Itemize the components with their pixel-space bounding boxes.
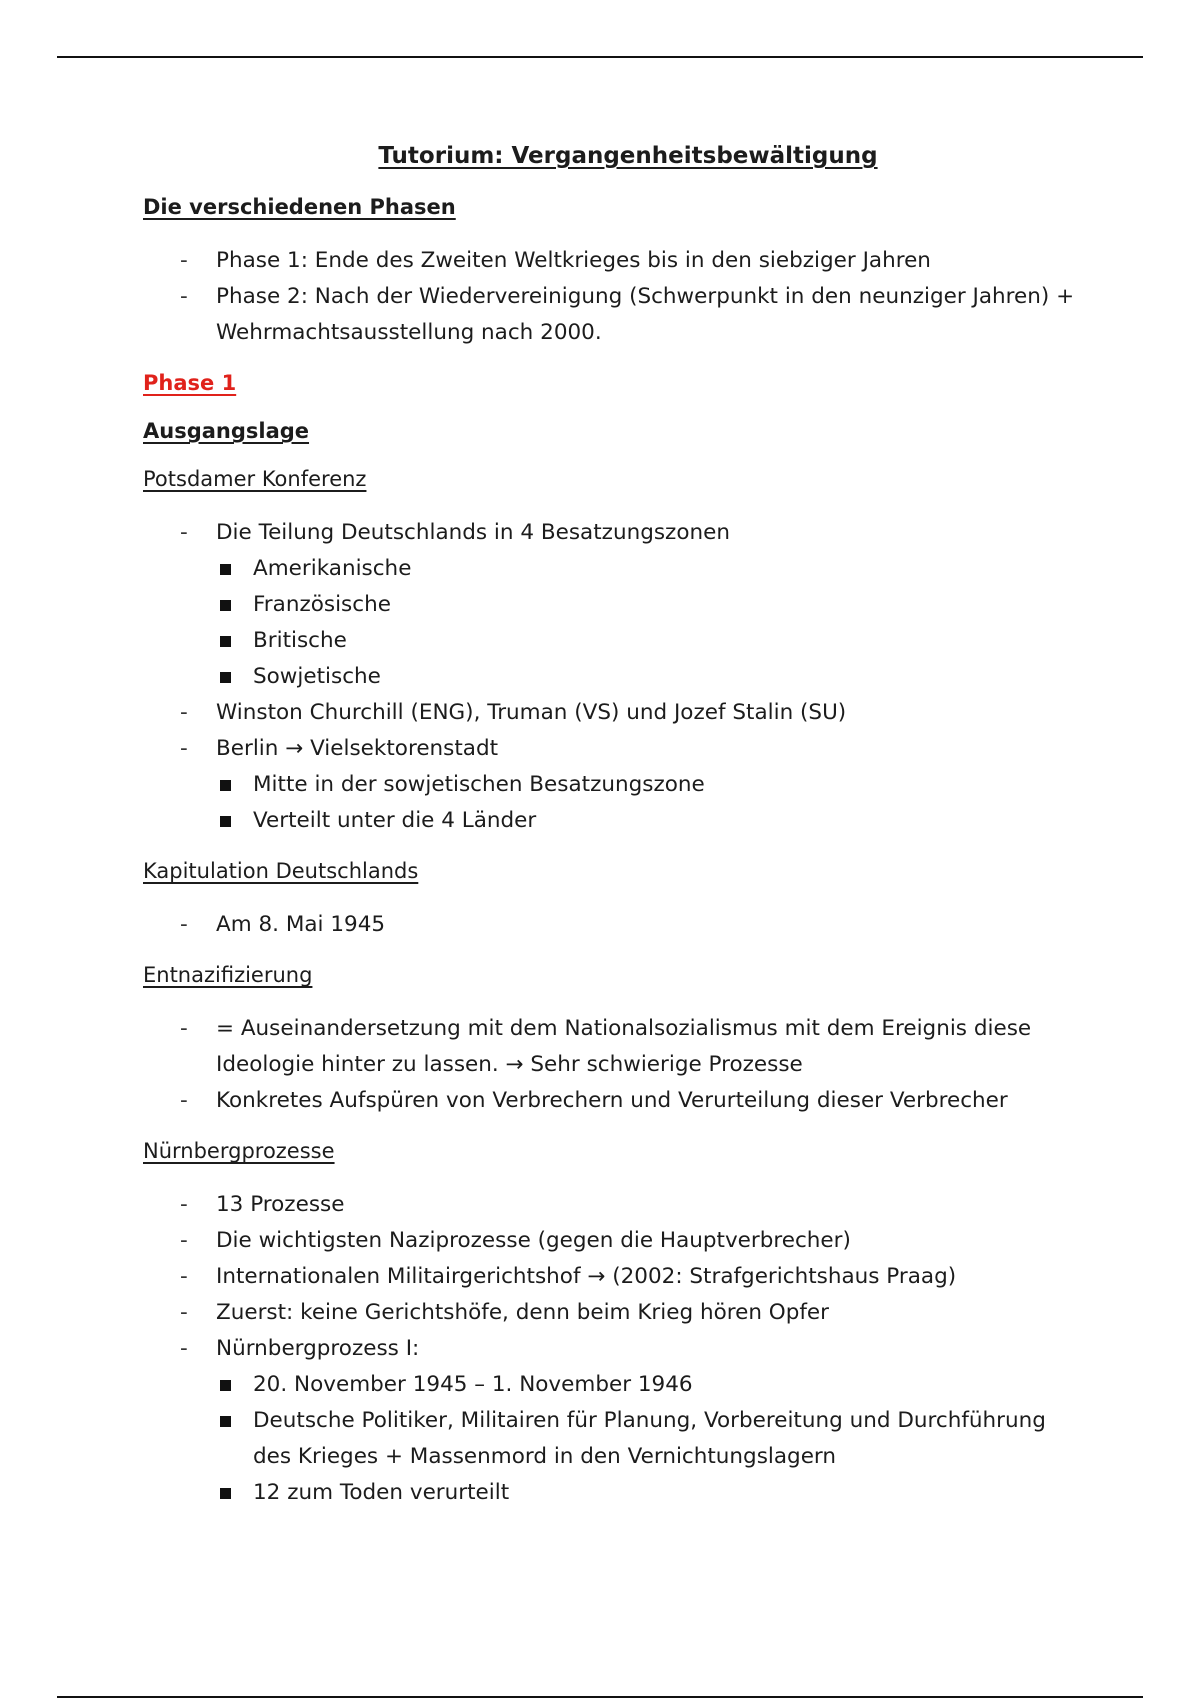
list-item: Britische bbox=[143, 623, 1083, 659]
list-item: 12 zum Toden verurteilt bbox=[143, 1475, 1083, 1511]
document-body bbox=[143, 143, 1083, 1531]
list-item: - Konkretes Aufspüren von Verbrechern und Verurteilung dieser Verbrecher bbox=[143, 1083, 1083, 1119]
list-item: Sowjetische bbox=[143, 659, 1083, 695]
list-item: - Phase 2: Nach der Wiedervereinigung (Schwerpunkt in den neunziger Jahren) + Wehrmachtsausstellung nach 2000. bbox=[143, 279, 1083, 351]
list-item: - Internationalen Militairgerichtshof → (2002: Strafgerichtshaus Praag) bbox=[143, 1259, 1083, 1295]
list-item: - Berlin → Vielsektorenstadt bbox=[143, 731, 1083, 767]
zones-list bbox=[143, 551, 1083, 695]
kapitulation-list bbox=[143, 907, 1083, 943]
list-item: - = Auseinandersetzung mit dem Nationalsozialismus mit dem Ereignis diese Ideologie hinter zu lassen. → Sehr schwierige Prozesse bbox=[143, 1011, 1083, 1083]
phase1-heading: Phase 1 bbox=[143, 371, 237, 395]
list-item: Verteilt unter die 4 Länder bbox=[143, 803, 1083, 839]
list-item: Amerikanische bbox=[143, 551, 1083, 587]
list-item: - Nürnbergprozess I: bbox=[143, 1331, 1083, 1367]
kapitulation-heading: Kapitulation Deutschlands bbox=[143, 859, 419, 883]
list-item: - Am 8. Mai 1945 bbox=[143, 907, 1083, 943]
entnazifizierung-heading: Entnazifizierung bbox=[143, 963, 313, 987]
list-item: Mitte in der sowjetischen Besatzungszone bbox=[143, 767, 1083, 803]
top-rule bbox=[57, 56, 1143, 58]
list-item: - 13 Prozesse bbox=[143, 1187, 1083, 1223]
entnazifizierung-list bbox=[143, 1011, 1083, 1119]
document-title: Tutorium: Vergangenheitsbewältigung bbox=[378, 143, 878, 169]
potsdam-heading: Potsdamer Konferenz bbox=[143, 467, 367, 491]
list-item: Deutsche Politiker, Militairen für Planung, Vorbereitung und Durchführung des Krieges + Massenmord in den Vernichtungslagern bbox=[143, 1403, 1083, 1475]
list-item: 20. November 1945 – 1. November 1946 bbox=[143, 1367, 1083, 1403]
nuernberg-heading: Nürnbergprozesse bbox=[143, 1139, 335, 1163]
phases-heading: Die verschiedenen Phasen bbox=[143, 195, 456, 219]
potsdam-list bbox=[143, 515, 1083, 839]
ausgangslage-heading: Ausgangslage bbox=[143, 419, 310, 443]
bottom-rule bbox=[57, 1696, 1143, 1698]
list-item: - Die Teilung Deutschlands in 4 Besatzungszonen bbox=[143, 515, 1083, 551]
list-item: - Die wichtigsten Naziprozesse (gegen die Hauptverbrecher) bbox=[143, 1223, 1083, 1259]
list-item: Französische bbox=[143, 587, 1083, 623]
berlin-list bbox=[143, 767, 1083, 839]
nuernberg-sub-list bbox=[143, 1367, 1083, 1511]
list-item: - Phase 1: Ende des Zweiten Weltkrieges bis in den siebziger Jahren bbox=[143, 243, 1083, 279]
list-item: - Zuerst: keine Gerichtshöfe, denn beim Krieg hören Opfer bbox=[143, 1295, 1083, 1331]
list-item: - Winston Churchill (ENG), Truman (VS) und Jozef Stalin (SU) bbox=[143, 695, 1083, 731]
nuernberg-list bbox=[143, 1187, 1083, 1511]
phases-list bbox=[143, 243, 1083, 351]
